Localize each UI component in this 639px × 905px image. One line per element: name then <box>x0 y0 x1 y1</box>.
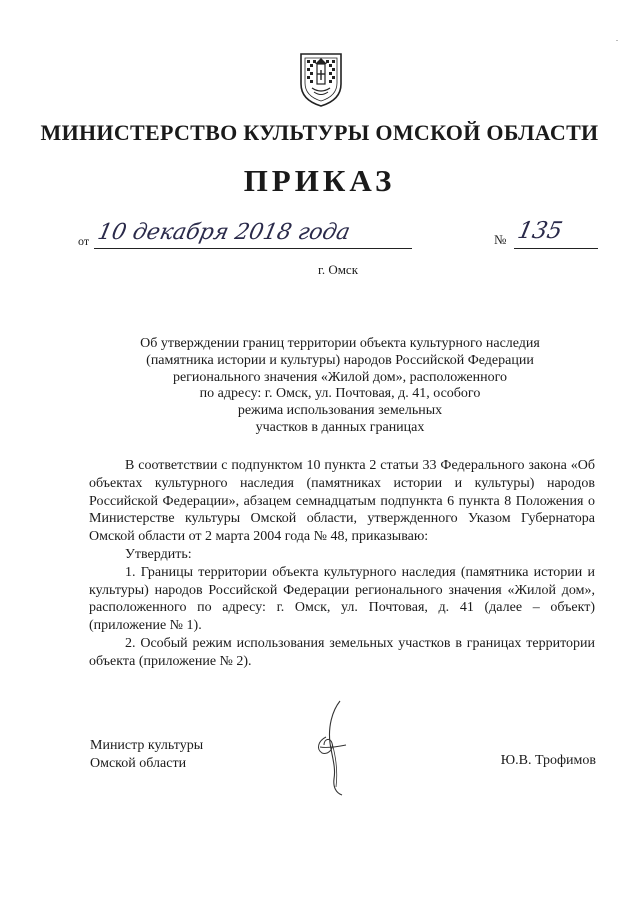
subject-line: режима использования земельных <box>237 403 443 419</box>
subject-line: участков в данных границах <box>255 419 425 435</box>
handwritten-signature-icon <box>306 697 366 797</box>
subject-line: (памятника истории и культуры) народов Российской Федерации <box>146 352 534 368</box>
number-underline <box>514 248 598 249</box>
item-2: 2. Особый режим использования земельных участков в границах территории объекта (приложение № 2). <box>89 635 595 669</box>
date-number-row <box>78 218 598 252</box>
order-subject <box>100 336 580 437</box>
item-1: 1. Границы территории объекта культурного наследия (памятника истории и культуры) народов Российской Федерации регионального значения «Жилой дом», расположенного по адресу: г. Омск, ул. Почтовая, д. 41 (далее – объект) (приложение № 1). <box>89 564 595 634</box>
subject-line: Об утверждении границ территории объекта культурного наследия <box>140 336 540 351</box>
subject-line: регионального значения «Жилой дом», расположенного <box>172 369 508 385</box>
omsk-coat-of-arms-icon <box>298 50 344 108</box>
preamble-paragraph: В соответствии с подпунктом 10 пункта 2 статьи 33 Федерального закона «Об объектах культурного наследия (памятниках истории и культуры) народов Российской Федерации», абзацем семнадцатым подпункта 6 пункта 8 Положения о Министерстве культуры Омской области, утвержденного Указом Губернатора Омской области от 2 марта 2004 года № 48, приказываю: <box>89 458 595 545</box>
signer-position-line: Министр культуры <box>90 738 204 753</box>
signer-position-line: Омской области <box>90 755 187 771</box>
subject-line: по адресу: г. Омск, ул. Почтовая, д. 41, особого <box>199 386 481 402</box>
approve-line: Утвердить: <box>125 546 192 562</box>
document-type: ПРИКАЗ <box>243 163 396 198</box>
signer-position <box>90 737 203 772</box>
order-body <box>89 457 595 671</box>
ministry-name: МИНИСТЕРСТВО КУЛЬТУРЫ ОМСКОЙ ОБЛАСТИ <box>40 120 599 145</box>
scan-artifact <box>616 40 618 41</box>
date-prefix: от <box>78 234 90 248</box>
city: г. Омск <box>317 262 359 277</box>
date-underline <box>94 248 412 249</box>
handwritten-date: 10 декабря 2018 года <box>95 220 353 245</box>
handwritten-number: 135 <box>515 218 565 244</box>
signer-name: Ю.В. Трофимов <box>500 753 596 768</box>
number-prefix: № <box>494 232 507 247</box>
